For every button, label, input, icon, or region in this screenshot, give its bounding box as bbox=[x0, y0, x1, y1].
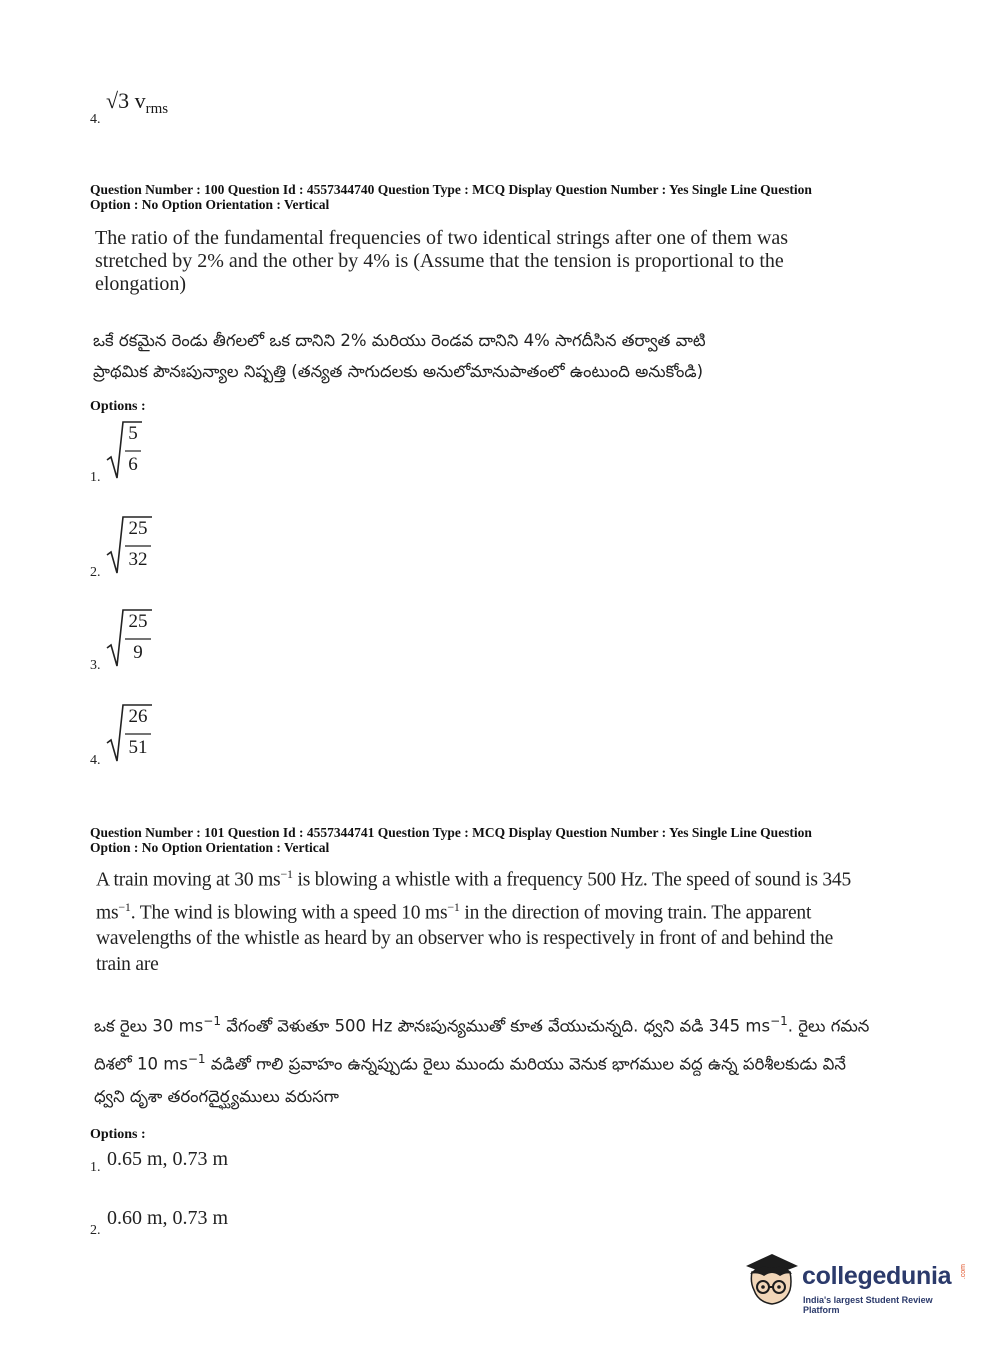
q101-meta-line1: Question Number : 101 Question Id : 4557344741 Question Type : MCQ Display Question Number : Yes Single Line Question bbox=[90, 825, 812, 840]
q101-en-sup-2: −1 bbox=[118, 899, 131, 914]
q101-te-sup-2: −1 bbox=[770, 1014, 788, 1028]
q101-en-sup-1: −1 bbox=[280, 867, 293, 881]
prev-option-sub: rms bbox=[145, 101, 169, 117]
fraction-denominator: 51 bbox=[128, 737, 148, 758]
q100-telugu-line2: ప్రాథమిక పౌనఃపున్యాల నిష్పత్తి (తన్యత సాగుదలకు అనులోమానుపాతంలో ఉంటుంది అనుకోండి) bbox=[93, 362, 704, 381]
q100-option-2-value[interactable] bbox=[106, 515, 156, 577]
q100-english-text: The ratio of the fundamental frequencies of two identical strings after one of them was stretched by 2% and the other by 4% is (Assume that the tension is proportional to the elongation) bbox=[95, 227, 789, 295]
q101-option-1-number: 1. bbox=[90, 1160, 101, 1175]
logo-tagline: India's largest Student Review Platform bbox=[803, 1295, 933, 1315]
q101-option-2-number: 2. bbox=[90, 1223, 101, 1238]
q101-meta bbox=[90, 825, 890, 855]
logo-name: collegedunia bbox=[802, 1262, 952, 1290]
q101-en-sup-3: −1 bbox=[447, 899, 460, 914]
fraction-numerator: 25 bbox=[128, 518, 148, 539]
q101-te-part-b: వేగంతో వెళుతూ 500 Hz పౌనఃపున్యముతో కూత వేయుచున్నది. ధ్వని వడి 345 ms bbox=[220, 1016, 771, 1036]
prev-option-value[interactable] bbox=[106, 88, 169, 117]
mascot-icon bbox=[742, 1250, 800, 1312]
q100-option-1-value[interactable] bbox=[106, 420, 156, 482]
prev-option-root: √3 v bbox=[106, 88, 146, 113]
q101-en-part-d: in the direction of moving train. The apparent wavelengths of the whistle as heard by an observer who is respectively in front of and behind the train are bbox=[96, 902, 834, 975]
q100-option-1-number: 1. bbox=[90, 470, 101, 485]
q101-telugu-text bbox=[94, 1005, 874, 1113]
q101-te-part-d: వడితో గాలి ప్రవాహం ఉన్నప్పుడు రైలు ముందు మరియు వెనుక భాగముల వద్ద ఉన్న పరిశీలకుడు వినే ధ్వని దృశా తరంగదైర్ఘ్యములు వరుసగా bbox=[94, 1054, 846, 1106]
q101-te-sup-3: −1 bbox=[187, 1051, 206, 1066]
logo-com: .com bbox=[960, 1264, 967, 1280]
q101-en-part-a: A train moving at 30 ms bbox=[96, 869, 281, 891]
q101-en-part-c: . The wind is blowing with a speed 10 ms bbox=[130, 902, 448, 923]
fraction-numerator: 5 bbox=[128, 423, 138, 444]
q101-meta-line2: Option : No Option Orientation : Vertical bbox=[90, 840, 330, 855]
q101-te-part-a: ఒక రైలు 30 ms bbox=[94, 1016, 204, 1036]
q100-option-4-number: 4. bbox=[90, 753, 101, 768]
q100-telugu-text bbox=[93, 325, 873, 387]
fraction-denominator: 6 bbox=[128, 454, 138, 475]
q100-option-2-number: 2. bbox=[90, 565, 101, 580]
q100-option-3-number: 3. bbox=[90, 658, 101, 673]
fraction-numerator: 25 bbox=[128, 611, 148, 632]
fraction-denominator: 32 bbox=[128, 549, 148, 570]
q101-option-1-value[interactable]: 0.65 m, 0.73 m bbox=[107, 1148, 229, 1170]
fraction-denominator: 9 bbox=[133, 642, 143, 663]
prev-option-number: 4. bbox=[90, 112, 101, 127]
q100-meta-line2: Option : No Option Orientation : Vertical bbox=[90, 197, 330, 212]
q100-options-label: Options : bbox=[90, 399, 146, 414]
q100-meta-line1: Question Number : 100 Question Id : 4557344740 Question Type : MCQ Display Question Number : Yes Single Line Question bbox=[90, 182, 812, 197]
q100-meta bbox=[90, 182, 890, 212]
collegedunia-logo bbox=[742, 1250, 967, 1315]
q101-options-label: Options : bbox=[90, 1127, 146, 1142]
q101-en-part-b: is blowing a whistle with a frequency 500 Hz. The speed of sound is 345 ms bbox=[96, 869, 852, 923]
q101-te-sup-1: −1 bbox=[203, 1014, 221, 1028]
q100-option-4-value[interactable] bbox=[106, 703, 156, 765]
q101-option-2-value[interactable]: 0.60 m, 0.73 m bbox=[107, 1207, 229, 1229]
q101-te-part-c: . రైలు గమన దిశలో 10 ms bbox=[94, 1016, 870, 1073]
fraction-numerator: 26 bbox=[128, 706, 148, 727]
q101-english-text bbox=[96, 861, 866, 978]
q100-option-3-value[interactable] bbox=[106, 608, 156, 670]
q100-telugu-line1: ఒకే రకమైన రెండు తీగలలో ఒక దానిని 2% మరియు రెండవ దానిని 4% సాగదీసిన తర్వాత వాటి bbox=[93, 331, 706, 350]
